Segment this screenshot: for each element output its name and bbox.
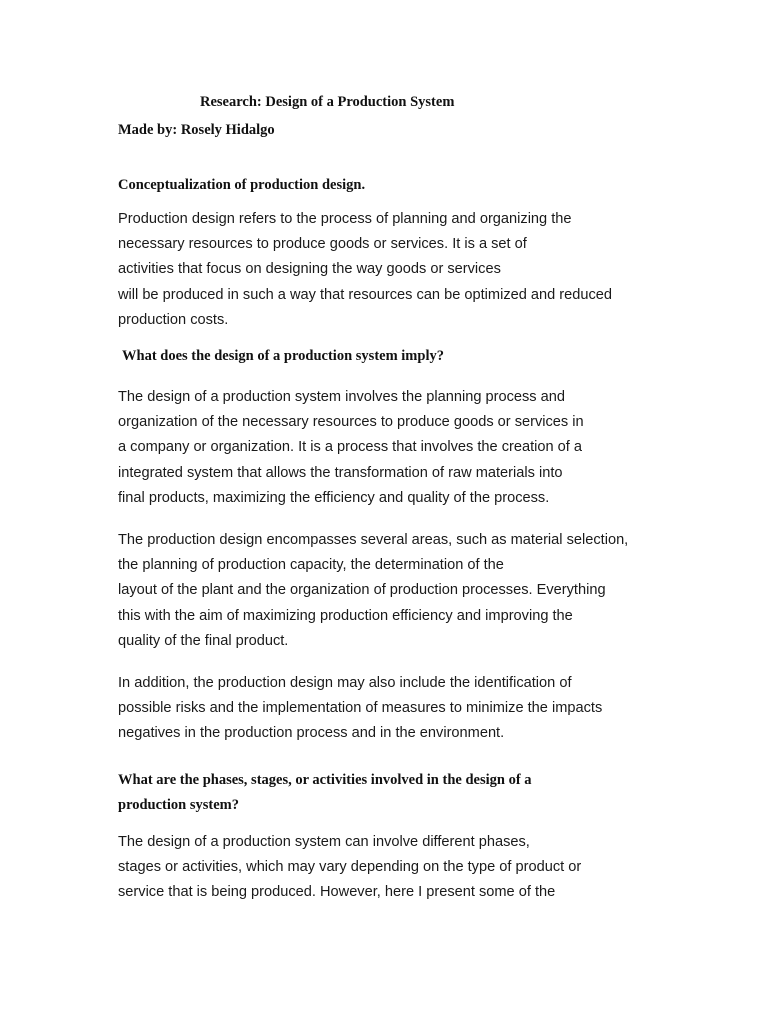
author-line: Made by: Rosely Hidalgo xyxy=(118,122,275,138)
paragraph-conceptualization xyxy=(118,207,612,333)
heading-line: production system? xyxy=(118,797,239,813)
paragraph-line: stages or activities, which may vary depending on the type of product or xyxy=(118,859,582,876)
section-heading-conceptualization: Conceptualization of production design. xyxy=(118,177,366,193)
paragraph-phases xyxy=(118,830,581,906)
paragraph-line: necessary resources to produce goods or services. It is a set of xyxy=(118,236,527,253)
paragraph-line: The design of a production system can involve different phases, xyxy=(118,834,530,850)
paragraph-line: service that is being produced. However, here I present some of the xyxy=(118,884,556,901)
paragraph-line: a company or organization. It is a process that involves the creation of a xyxy=(118,439,583,456)
paragraph-line: production costs. xyxy=(118,311,229,328)
paragraph-line: activities that focus on designing the way goods or services xyxy=(118,261,501,278)
paragraph-line: layout of the plant and the organization of production processes. Everything xyxy=(118,582,606,599)
paragraph-line: will be produced in such a way that resources can be optimized and reduced xyxy=(118,286,613,303)
paragraph-line: negatives in the production process and in the environment. xyxy=(118,725,505,742)
paragraph-line: In addition, the production design may also include the identification of xyxy=(118,675,572,691)
paragraph-risks xyxy=(118,671,602,747)
document-title: Research: Design of a Production System xyxy=(200,94,455,110)
paragraph-line: final products, maximizing the efficiency and quality of the process. xyxy=(118,489,550,506)
paragraph-line: Production design refers to the process of planning and organizing the xyxy=(118,211,572,227)
heading-line: What are the phases, stages, or activities involved in the design of a xyxy=(118,772,532,788)
section-heading-implications: What does the design of a production system imply? xyxy=(122,348,444,364)
paragraph-design-areas xyxy=(118,528,628,654)
paragraph-line: quality of the final product. xyxy=(118,632,289,649)
paragraph-line: The production design encompasses several areas, such as material selection, xyxy=(118,532,629,548)
paragraph-line: possible risks and the implementation of measures to minimize the impacts xyxy=(118,700,603,717)
paragraph-line: integrated system that allows the transformation of raw materials into xyxy=(118,464,563,481)
paragraph-design-involves xyxy=(118,385,584,511)
paragraph-line: the planning of production capacity, the determination of the xyxy=(118,557,504,574)
paragraph-line: organization of the necessary resources to produce goods or services in xyxy=(118,414,584,431)
paragraph-line: this with the aim of maximizing production efficiency and improving the xyxy=(118,607,573,624)
paragraph-line: The design of a production system involves the planning process and xyxy=(118,389,565,405)
section-heading-phases xyxy=(118,768,532,818)
